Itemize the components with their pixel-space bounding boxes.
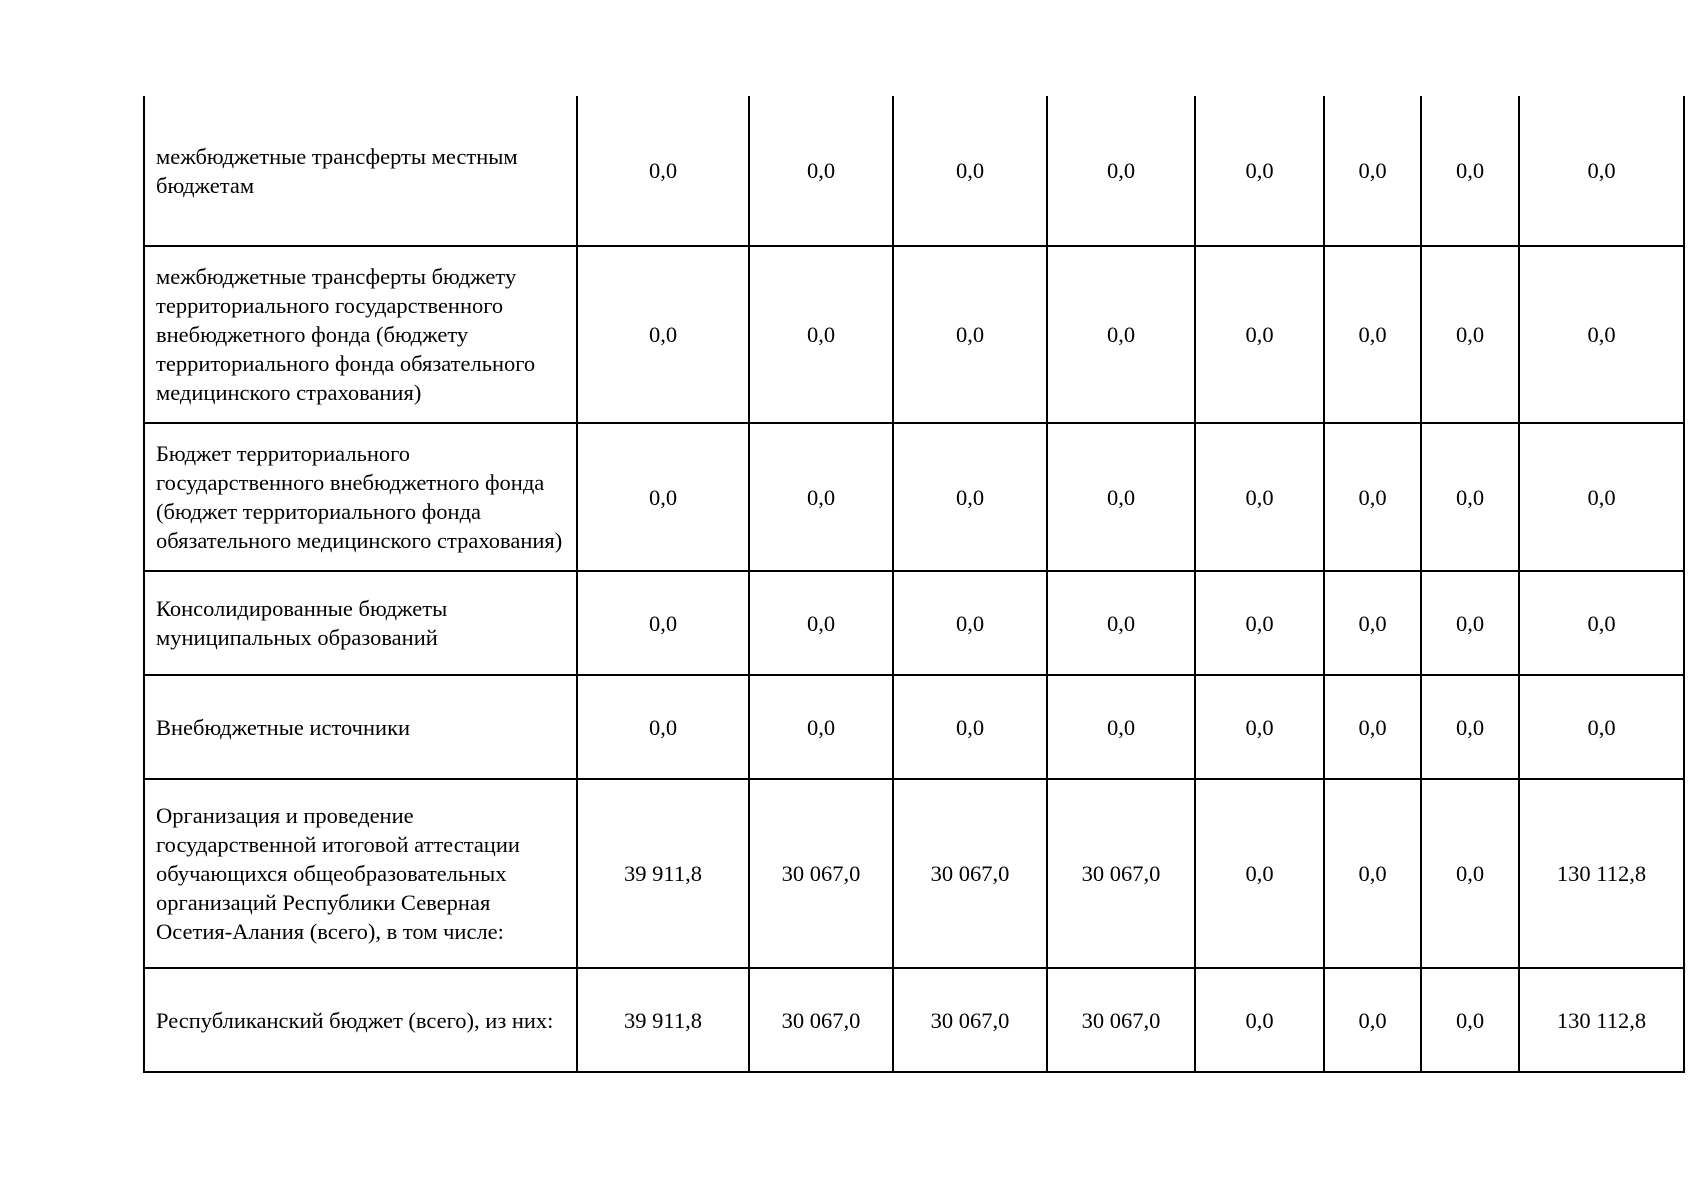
value-cell: 0,0 (1519, 246, 1684, 423)
value-cell: 0,0 (749, 423, 893, 571)
value-cell: 0,0 (1421, 423, 1519, 571)
value-cell: 0,0 (1519, 675, 1684, 779)
value-cell: 130 112,8 (1519, 968, 1684, 1072)
value-cell: 0,0 (1195, 246, 1324, 423)
value-cell: 0,0 (1421, 779, 1519, 968)
value-cell: 30 067,0 (893, 779, 1047, 968)
value-cell: 0,0 (893, 675, 1047, 779)
value-cell: 0,0 (749, 96, 893, 246)
value-cell: 0,0 (1195, 423, 1324, 571)
value-cell: 0,0 (1519, 571, 1684, 675)
table-row (144, 675, 1684, 779)
table-row (144, 571, 1684, 675)
value-cell: 0,0 (893, 423, 1047, 571)
table-row (144, 246, 1684, 423)
value-cell: 39 911,8 (577, 968, 749, 1072)
value-cell: 0,0 (1519, 423, 1684, 571)
value-cell: 0,0 (577, 96, 749, 246)
value-cell: 0,0 (1421, 96, 1519, 246)
row-label: межбюджетные трансферты бюджету территориального государственного внебюджетного фонда (бюджету территориального фонда обязательного медицинского страхования) (144, 246, 577, 423)
value-cell: 0,0 (893, 96, 1047, 246)
value-cell: 0,0 (1195, 968, 1324, 1072)
value-cell: 30 067,0 (1047, 779, 1195, 968)
value-cell: 0,0 (1421, 968, 1519, 1072)
value-cell: 0,0 (1047, 675, 1195, 779)
value-cell: 130 112,8 (1519, 779, 1684, 968)
value-cell: 0,0 (1195, 779, 1324, 968)
value-cell: 0,0 (749, 571, 893, 675)
value-cell: 0,0 (749, 675, 893, 779)
value-cell: 0,0 (1195, 675, 1324, 779)
value-cell: 0,0 (1047, 246, 1195, 423)
row-label: Организация и проведение государственной итоговой аттестации обучающихся общеобразовательных организаций Республики Северная Осетия-Алания (всего), в том числе: (144, 779, 577, 968)
row-label: Внебюджетные источники (144, 675, 577, 779)
value-cell: 0,0 (1324, 246, 1421, 423)
value-cell: 0,0 (1421, 571, 1519, 675)
value-cell: 0,0 (1195, 96, 1324, 246)
value-cell: 0,0 (1195, 571, 1324, 675)
value-cell: 0,0 (1324, 571, 1421, 675)
value-cell: 30 067,0 (749, 779, 893, 968)
value-cell: 0,0 (1324, 675, 1421, 779)
table-row (144, 96, 1684, 246)
table-body (144, 96, 1684, 1072)
value-cell: 0,0 (1324, 96, 1421, 246)
value-cell: 0,0 (1047, 423, 1195, 571)
value-cell: 0,0 (1421, 246, 1519, 423)
value-cell: 0,0 (1324, 423, 1421, 571)
value-cell: 0,0 (577, 246, 749, 423)
value-cell: 0,0 (893, 571, 1047, 675)
row-label: межбюджетные трансферты местным бюджетам (144, 96, 577, 246)
value-cell: 0,0 (893, 246, 1047, 423)
value-cell: 0,0 (749, 246, 893, 423)
row-label: Консолидированные бюджеты муниципальных образований (144, 571, 577, 675)
value-cell: 0,0 (1047, 571, 1195, 675)
value-cell: 0,0 (1421, 675, 1519, 779)
value-cell: 0,0 (577, 571, 749, 675)
value-cell: 39 911,8 (577, 779, 749, 968)
table-row (144, 423, 1684, 571)
table-row (144, 779, 1684, 968)
value-cell: 30 067,0 (893, 968, 1047, 1072)
value-cell: 0,0 (1324, 968, 1421, 1072)
row-label: Республиканский бюджет (всего), из них: (144, 968, 577, 1072)
value-cell: 0,0 (1519, 96, 1684, 246)
row-label: Бюджет территориального государственного внебюджетного фонда (бюджет территориального фонда обязательного медицинского страхования) (144, 423, 577, 571)
value-cell: 30 067,0 (1047, 968, 1195, 1072)
budget-table-container (143, 96, 1683, 1073)
value-cell: 0,0 (1324, 779, 1421, 968)
table-row (144, 968, 1684, 1072)
value-cell: 0,0 (577, 675, 749, 779)
value-cell: 0,0 (1047, 96, 1195, 246)
value-cell: 30 067,0 (749, 968, 893, 1072)
budget-table (143, 96, 1685, 1073)
value-cell: 0,0 (577, 423, 749, 571)
